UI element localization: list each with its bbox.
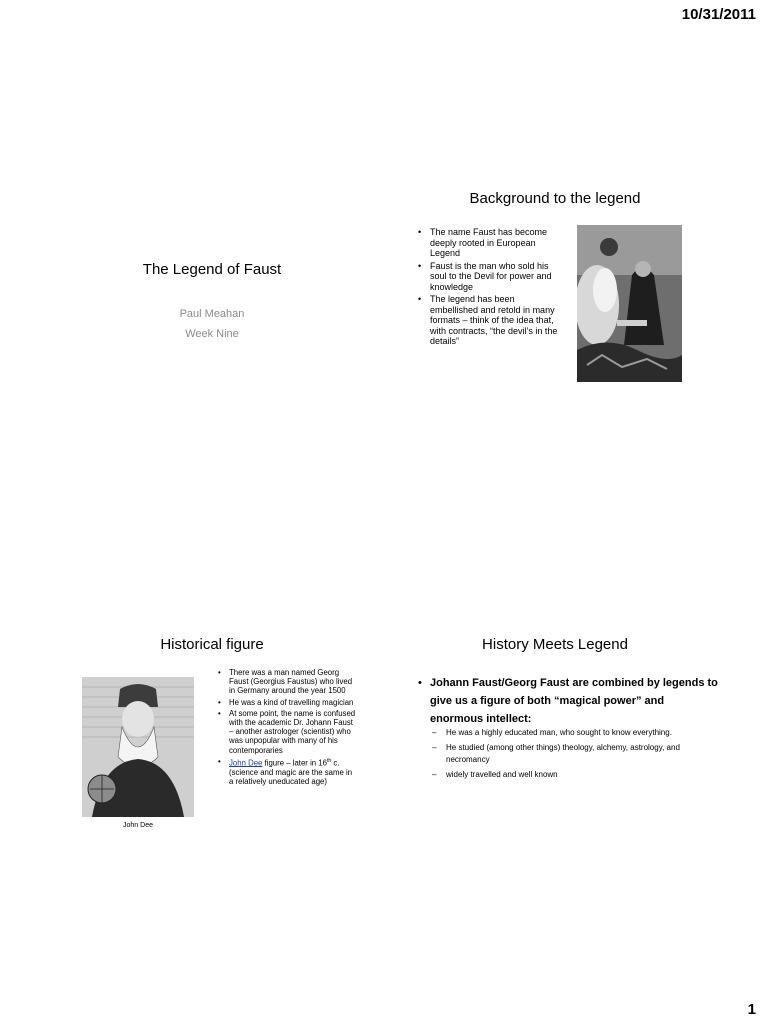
slide3-bullet-list xyxy=(217,668,357,788)
john-dee-link[interactable]: John Dee xyxy=(229,758,263,768)
slide2-bullet: • The name Faust has become deeply rooted in European Legend xyxy=(418,227,558,259)
slide1-week: Week Nine xyxy=(185,328,239,340)
slide1-author: Paul Meahan xyxy=(179,308,245,320)
slide1-title: The Legend of Faust xyxy=(142,261,282,278)
slide4-sub-bullet-list xyxy=(432,727,692,784)
slide4-main-bullet xyxy=(418,674,720,728)
print-date: 10/31/2011 xyxy=(681,6,756,23)
slide4-sub-bullet: – He studied (among other things) theology, alchemy, astrology, and necromancy xyxy=(432,742,692,766)
slide4-sub-bullet: – He was a highly educated man, who sought to know everything. xyxy=(432,727,692,739)
slide3-bullet xyxy=(217,757,357,786)
slide2-bullet-list xyxy=(418,227,558,349)
slide3-bullet: • He was a kind of travelling magician xyxy=(217,698,357,707)
slide4-title: History Meets Legend xyxy=(482,636,628,653)
slide4-main-bullet-text: Johann Faust/Georg Faust are combined by legends to give us a figure of both “magical power” and enormous intellect: xyxy=(430,677,718,725)
slide3-bullet-text: figure – later in 16 xyxy=(262,758,327,768)
slide2-bullet: • Faust is the man who sold his soul to the Devil for power and knowledge xyxy=(418,261,558,293)
page-number: 1 xyxy=(747,1001,756,1018)
slide3-bullet: • There was a man named Georg Faust (Georgius Faustus) who lived in Germany around the year 1500 xyxy=(217,668,357,696)
faust-devil-illustration xyxy=(577,225,682,382)
slide3-title: Historical figure xyxy=(160,636,264,653)
john-dee-portrait xyxy=(82,677,194,817)
slide4-sub-bullet: – widely travelled and well known xyxy=(432,769,692,781)
slide2-title: Background to the legend xyxy=(469,190,641,207)
slide2-bullet: • The legend has been embellished and retold in many formats – think of the idea that, with contracts, “the devil’s in the details” xyxy=(418,294,558,347)
slide3-bullet: • At some point, the name is confused with the academic Dr. Johann Faust – another astrologer (scientist) who was unpopular with many of his contemporaries xyxy=(217,709,357,755)
john-dee-caption: John Dee xyxy=(123,822,153,829)
ordinal-suffix: th xyxy=(326,757,332,764)
slide3-bullet-rest: c. (science and magic are the same in a relatively uneducated age) xyxy=(229,758,353,786)
